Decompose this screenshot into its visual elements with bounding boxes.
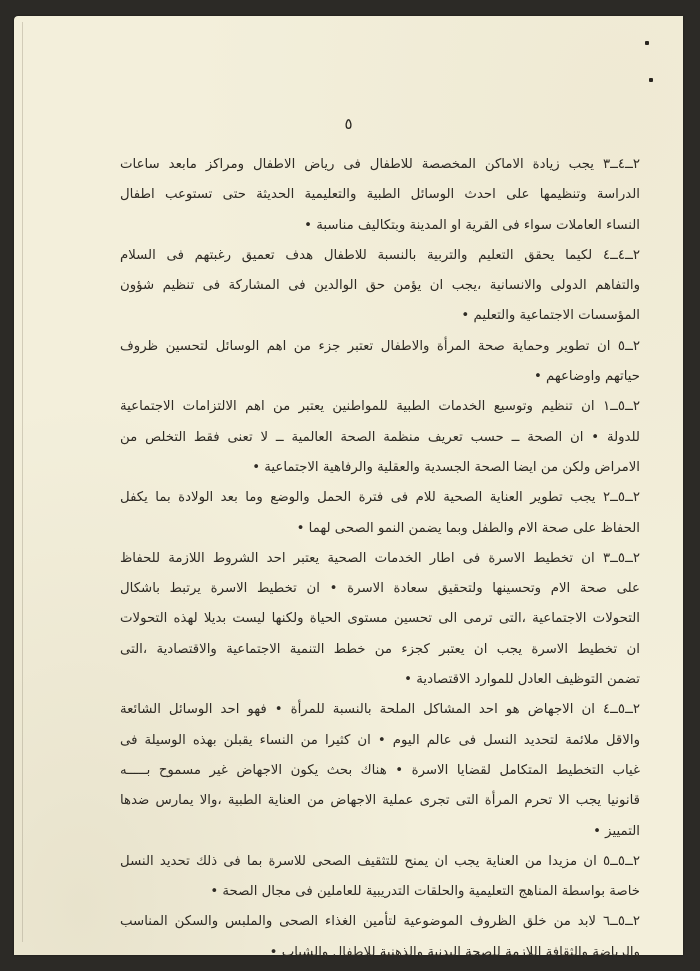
text-line: ٢ــ٥ــ٥ ان مزيدا من العناية يجب ان يمنح للتثقيف الصحى للاسرة بما فى ذلك تحديد النسل bbox=[120, 853, 640, 869]
text-line: ٢ــ٥ــ٣ ان تخطيط الاسرة فى اطار الخدمات الصحية يعتبر احد الشروط اللازمة للحفاظ bbox=[120, 550, 640, 566]
text-line: قانونيا يجب الا تحرم المرأة التى تجرى عملية الاجهاض من العناية الطبية ،والا يمارس ضدها bbox=[120, 793, 640, 809]
binding-mark-icon bbox=[649, 78, 653, 82]
text-line: ٢ــ٥ــ١ ان تنظيم وتوسيع الخدمات الطبية للمواطنين يعتبر من اهم الالتزامات الاجتماعية bbox=[120, 399, 640, 415]
text-line: على صحة الام وتحسينها ولتحقيق سعادة الاسرة • ان تخطيط الاسرة يرتبط باشكال bbox=[120, 581, 640, 597]
page-fold-line bbox=[22, 22, 23, 942]
text-line: والرياضة والثقافة اللازمة للصحة البدنية والذهنية للاطفال والشباب • bbox=[269, 944, 640, 960]
text-line: النساء العاملات سواء فى القرية او المدينة وبتكاليف مناسبة • bbox=[304, 217, 640, 233]
text-line: المؤسسات الاجتماعية والتعليم • bbox=[461, 308, 640, 324]
text-line: ٢ــ٥ــ٦ لابد من خلق الظروف الموضوعية لتأمين الغذاء الصحى والملبس والسكن المناسب bbox=[120, 914, 640, 930]
text-line: تضمن التوظيف العادل للموارد الاقتصادية • bbox=[404, 672, 640, 688]
text-line: خاصة بواسطة المناهج التعليمية والحلقات التدريبية للعاملين فى مجال الصحة • bbox=[210, 884, 640, 900]
document-page bbox=[14, 16, 683, 960]
text-line: الامراض ولكن من ايضا الصحة الجسدية والعقلية والرفاهية الاجتماعية • bbox=[252, 459, 640, 475]
text-line: التحولات الاجتماعية ،التى ترمى الى تحسين مستوى الحياة ولكنها ليست بديلا لهذه التحولات bbox=[120, 611, 640, 627]
text-line: ٢ــ٥ــ٢ يجب تطوير العناية الصحية للام فى فترة الحمل والوضع وما بعد الولادة بما يكفل bbox=[120, 490, 640, 506]
text-line: ٢ــ٤ــ٤ لكيما يحقق التعليم والتربية بالنسبة للاطفال هدف تعميق رغبتهم فى السلام bbox=[120, 247, 640, 263]
text-line: ان تخطيط الاسرة يجب ان يعتبر كجزء من خطط التنمية الاجتماعية والاقتصادية ،التى bbox=[120, 641, 640, 657]
document-body bbox=[120, 150, 640, 968]
text-line: الدراسة وتنظيمها على احدث الوسائل الطبية والتعليمية الحديثة حتى تستوعب اطفال bbox=[120, 187, 640, 203]
text-line: والاقل ملائمة لتحديد النسل فى عالم اليوم • ان كثيرا من النساء يقبلن بهذه الوسيلة فى bbox=[120, 732, 640, 748]
text-line: الحفاظ على صحة الام والطفل وبما يضمن النمو الصحى لهما • bbox=[296, 520, 640, 536]
text-line: ٢ــ٤ــ٣ يجب زيادة الاماكن المخصصة للاطفال فى رياض الاطفال ومراكز مابعد ساعات bbox=[120, 157, 640, 172]
text-line: والتفاهم الدولى والانسانية ،يجب ان يؤمن حق الوالدين فى المشاركة فى تنظيم شؤون bbox=[120, 278, 640, 294]
text-line: ٢ــ٥ــ٤ ان الاجهاض هو احد المشاكل الملحة بالنسبة للمرأة • فهو احد الوسائل الشائعة bbox=[120, 702, 640, 718]
text-line: للدولة • ان الصحة ــ حسب تعريف منظمة الصحة العالمية ــ لا تعنى فقط التخلص من bbox=[120, 429, 640, 445]
text-line: ٢ــ٥ ان تطوير وحماية صحة المرأة والاطفال تعتبر جزء من اهم الوسائل لتحسين ظروف bbox=[120, 338, 640, 354]
text-line: حياتهم واوضاعهم • bbox=[533, 369, 640, 385]
text-line: التمييز • bbox=[593, 823, 640, 839]
binding-mark-icon bbox=[645, 41, 649, 45]
page-number: ٥ bbox=[344, 115, 353, 133]
text-line: غياب التخطيط المتكامل لقضايا الاسرة • هناك بحث يكون الاجهاض غير مسموح بـــــه bbox=[120, 762, 640, 778]
